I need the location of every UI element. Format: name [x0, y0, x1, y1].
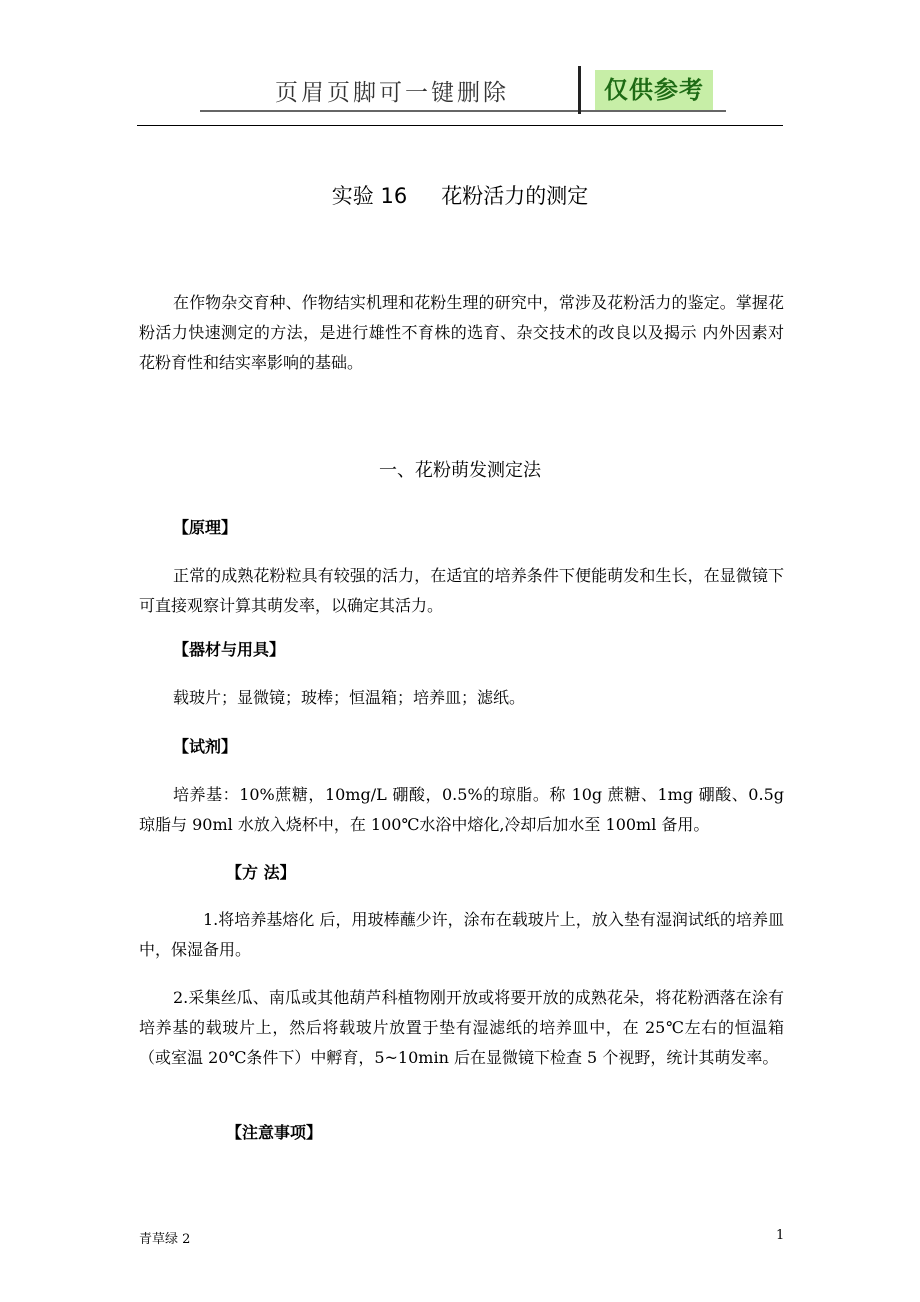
footer-left-text: 青草绿 2: [139, 1232, 191, 1247]
principle-label: 【原理】: [173, 518, 238, 537]
intro-paragraph: 在作物杂交育种、作物结实机理和花粉生理的研究中，常涉及花粉活力的鉴定。掌握花粉活力快速测定的方法，是进行雄性不育株的选育、杂交技术的改良以及揭示 内外因素对花粉育性和结实率影响的基础。: [139, 293, 784, 372]
principle-text: 正常的成熟花粉粒具有较强的活力，在适宜的培养条件下便能萌发和生长，在显微镜下可直接观察计算其萌发率，以确定其活力。: [139, 566, 784, 615]
header-banner-divider: [578, 66, 581, 114]
experiment-name: 花粉活力的测定: [441, 184, 589, 208]
page-number: 1: [776, 1228, 785, 1243]
experiment-number: 实验 16: [331, 184, 408, 208]
header-banner-underline: [200, 110, 726, 112]
method-step-2: 2.采集丝瓜、南瓜或其他葫芦科植物刚开放或将要开放的成熟花朵，将花粉洒落在涂有培养基的载玻片上，然后将载玻片放置于垫有湿滤纸的培养皿中，在 25℃左右的恒温箱（或室温 20℃条件下）中孵育，5~10min 后在显微镜下检查 5 个视野，统计其萌发率。: [139, 988, 784, 1067]
header-banner-text: 页眉页脚可一键删除: [275, 80, 509, 106]
section-title: 一、花粉萌发测定法: [379, 460, 541, 481]
equipment-text: 载玻片；显微镜；玻棒；恒温箱；培养皿；滤纸。: [173, 688, 526, 707]
header-rule: [137, 125, 783, 126]
reference-only-badge: 仅供参考: [595, 70, 713, 110]
reagent-label: 【试剂】: [173, 737, 238, 756]
method-step-1: 1.将培养基熔化 后，用玻棒蘸少许，涂布在载玻片上，放入垫有湿润试纸的培养皿中，保湿备用。: [139, 910, 784, 959]
reagent-text: 培养基：10%蔗糖，10mg/L 硼酸，0.5%的琼脂。称 10g 蔗糖、1mg 硼酸、0.5g 琼脂与 90ml 水放入烧杯中，在 100℃水浴中熔化,冷却后加水至 100ml 备用。: [139, 785, 784, 834]
method-label: 【方 法】: [226, 863, 296, 882]
equipment-label: 【器材与用具】: [173, 640, 286, 659]
document-title: [0, 180, 920, 210]
notes-label: 【注意事项】: [226, 1123, 323, 1142]
header-banner: [200, 66, 726, 114]
